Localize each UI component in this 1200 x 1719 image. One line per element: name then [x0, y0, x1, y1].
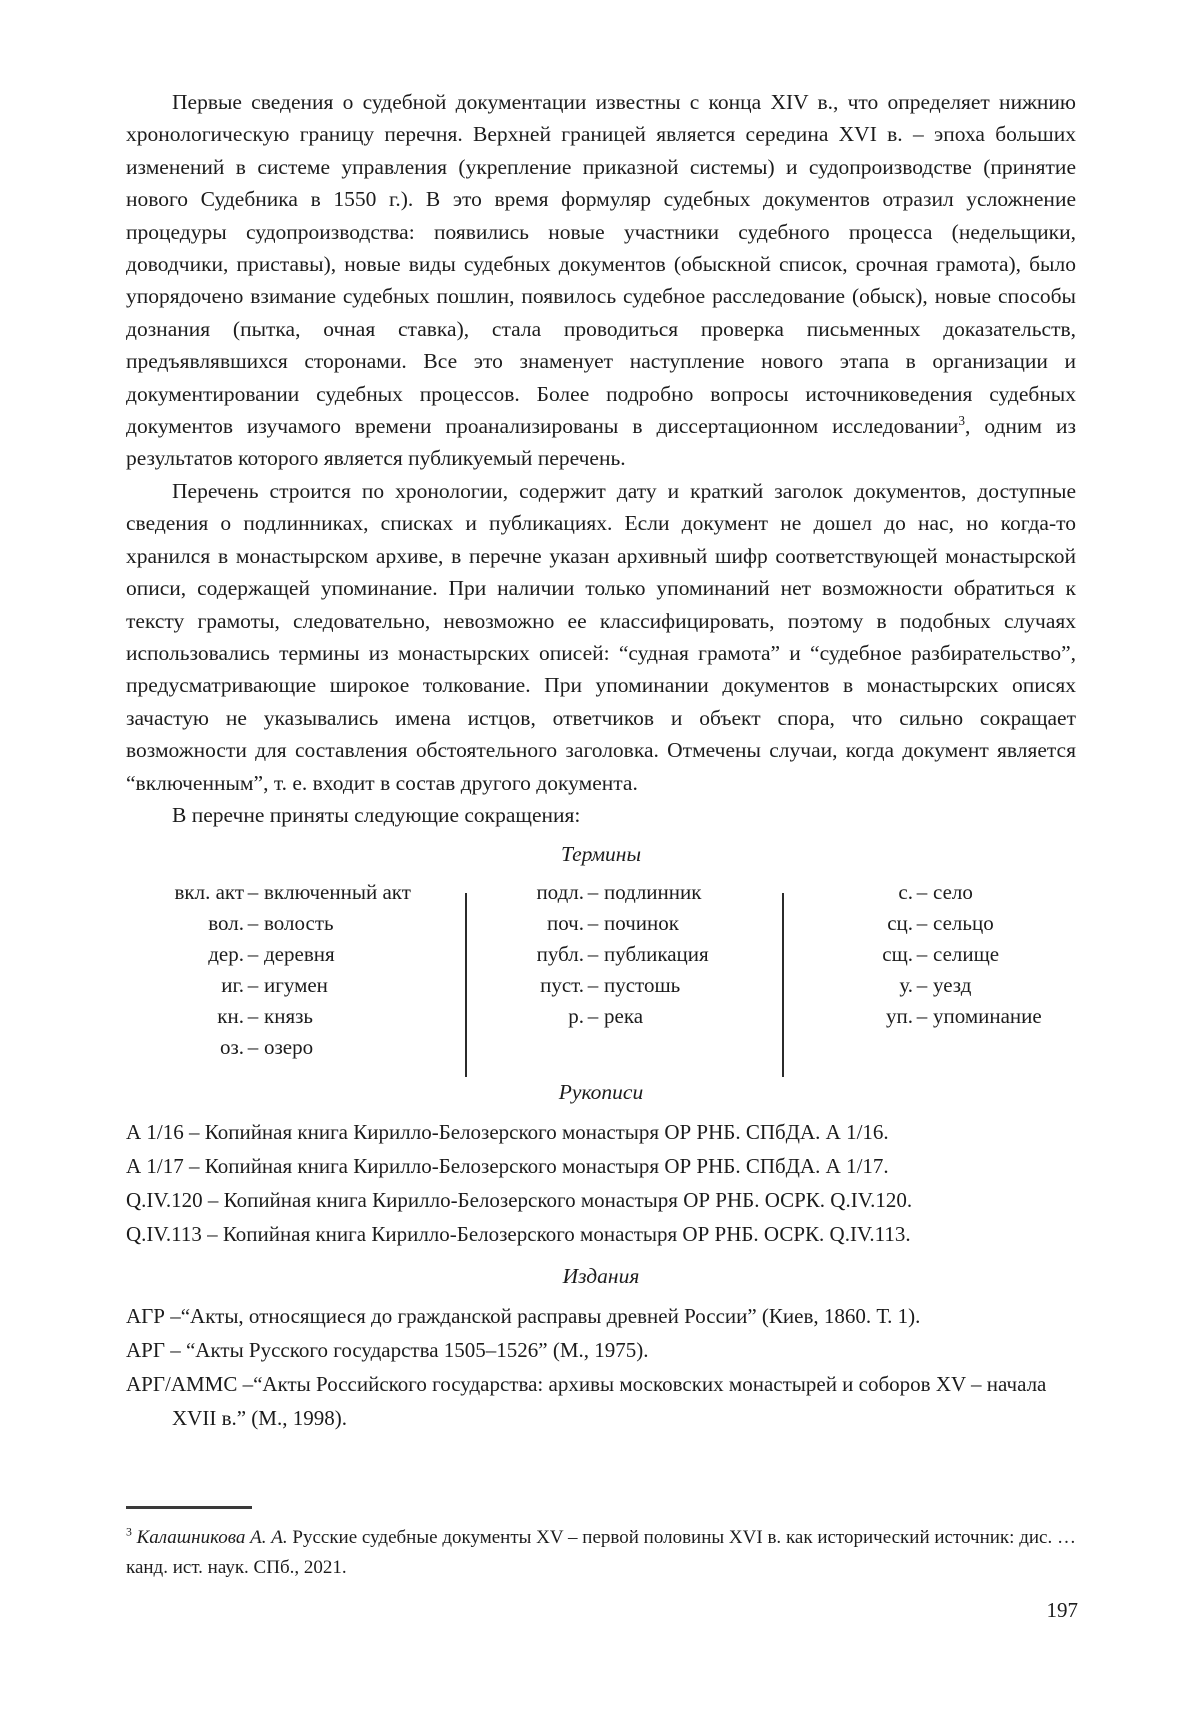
terms-column-3	[783, 877, 1076, 1063]
term-dash: –	[587, 1004, 599, 1029]
terms-column-1	[126, 877, 466, 1063]
paragraph-1-text-end: , одним из результатов которого является публикуемый перечень.	[126, 414, 1076, 471]
term-expansion: озеро	[264, 1035, 314, 1060]
term-row	[783, 1001, 1076, 1032]
term-row	[466, 908, 783, 939]
term-expansion: деревня	[264, 942, 335, 967]
term-expansion: публикация	[604, 942, 709, 967]
footnote	[126, 1523, 1076, 1583]
term-expansion: село	[933, 880, 973, 905]
term-dash: –	[247, 911, 259, 936]
term-row	[783, 877, 1076, 908]
term-expansion: подлинник	[604, 880, 702, 905]
editions-heading: Издания	[562, 1264, 640, 1289]
term-row	[126, 877, 466, 908]
term-abbr: иг.	[221, 973, 244, 998]
footnote-author: Калашникова А. А.	[136, 1527, 288, 1548]
term-row	[126, 1001, 466, 1032]
term-dash: –	[247, 880, 259, 905]
terms-heading: Термины	[560, 842, 642, 867]
terms-table	[126, 877, 1076, 1063]
editions-list	[126, 1299, 1076, 1435]
term-expansion: починок	[604, 911, 679, 936]
term-abbr: оз.	[219, 1035, 244, 1060]
term-abbr: сщ.	[882, 942, 913, 967]
manuscript-item: А 1/16 – Копийная книга Кирилло-Белозерского монастыря ОР РНБ. СПбДА. А 1/16.	[126, 1120, 889, 1145]
term-expansion: пустошь	[604, 973, 681, 998]
paragraph-3: В перечне приняты следующие сокращения:	[172, 802, 581, 827]
term-abbr: подл.	[536, 880, 584, 905]
term-row	[466, 939, 783, 970]
term-expansion: селище	[933, 942, 1000, 967]
term-dash: –	[247, 1004, 259, 1029]
paragraph-1	[126, 86, 1076, 475]
edition-item: АРГ/АММС –“Акты Российского государства: архивы московских монастырей и соборов XV – начала XVII в.” (М., 1998).	[126, 1372, 1047, 1431]
term-dash: –	[587, 973, 599, 998]
term-expansion: река	[604, 1004, 644, 1029]
term-dash: –	[587, 942, 599, 967]
term-row	[466, 970, 783, 1001]
term-expansion: упоминание	[933, 1004, 1042, 1029]
term-expansion: включенный акт	[264, 880, 411, 905]
edition-item: АРГ – “Акты Русского государства 1505–1526” (М., 1975).	[126, 1338, 649, 1363]
term-abbr: р.	[568, 1004, 584, 1029]
paragraph-1-text: Первые сведения о судебной документации известны с конца XIV в., что определяет нижнию хронологическую границу перечня. Верхней границей является середина XVI в. – эпоха больших изменений в системе управления (укрепление приказной системы) и судопроизводстве (принятие нового Судебника в 1550 г.). В это время формуляр судебных документов отразил усложнение процедуры судопроизводства: появились новые участники судебного процесса (недельщики, доводчики, приставы), новые виды судебных документов (обыскной список, срочная грамота), было упорядочено взимание судебных пошлин, появилось судебное расследование (обыск), новые способы дознания (пытка, очная ставка), стала проводиться проверка письменных доказательств, предъявлявшихся сторонами. Все это знаменует наступление нового этапа в организации и документировании судебных процессов. Более подробно вопросы источниковедения судебных документов изучамого времени проанализированы в диссертационном исследовании	[126, 90, 1076, 439]
footnote-divider	[126, 1506, 252, 1509]
term-row	[126, 970, 466, 1001]
term-dash: –	[247, 1035, 259, 1060]
footnote-area	[126, 1506, 1076, 1583]
footnote-marker: 3	[126, 1525, 132, 1539]
term-row	[783, 939, 1076, 970]
term-expansion: уезд	[933, 973, 972, 998]
term-expansion: князь	[264, 1004, 313, 1029]
term-row	[783, 908, 1076, 939]
term-dash: –	[247, 973, 259, 998]
term-expansion: волость	[264, 911, 334, 936]
term-row	[783, 970, 1076, 1001]
term-expansion: сельцо	[933, 911, 994, 936]
term-row	[126, 908, 466, 939]
column-divider-2	[782, 893, 784, 1077]
term-dash: –	[916, 911, 928, 936]
footnote-body: Русские судебные документы XV – первой половины XVI в. как исторический источник: дис. … канд. ист. наук. СПб., 2021.	[126, 1527, 1077, 1578]
manuscript-item: А 1/17 – Копийная книга Кирилло-Белозерского монастыря ОР РНБ. СПбДА. А 1/17.	[126, 1154, 889, 1179]
manuscript-item: Q.IV.113 – Копийная книга Кирилло-Белозерского монастыря ОР РНБ. ОСРК. Q.IV.113.	[126, 1222, 911, 1247]
term-row	[466, 877, 783, 908]
footnote-reference: 3	[958, 412, 966, 428]
term-dash: –	[916, 1004, 928, 1029]
term-abbr: у.	[899, 973, 913, 998]
term-abbr: сц.	[887, 911, 913, 936]
term-abbr: кн.	[217, 1004, 244, 1029]
term-abbr: вол.	[208, 911, 244, 936]
page-content	[126, 86, 1076, 1435]
manuscript-item: Q.IV.120 – Копийная книга Кирилло-Белозерского монастыря ОР РНБ. ОСРК. Q.IV.120.	[126, 1188, 913, 1213]
manuscripts-list	[126, 1115, 1076, 1251]
term-dash: –	[916, 942, 928, 967]
term-row	[126, 1032, 466, 1063]
term-abbr: уп.	[886, 1004, 913, 1029]
edition-item: АГР –“Акты, относящиеся до гражданской расправы древней России” (Киев, 1860. Т. 1).	[126, 1304, 921, 1329]
term-abbr: с.	[898, 880, 913, 905]
terms-column-2	[466, 877, 783, 1063]
term-dash: –	[587, 911, 599, 936]
term-expansion: игумен	[264, 973, 328, 998]
term-row	[466, 1001, 783, 1032]
term-dash: –	[916, 973, 928, 998]
paragraph-2: Перечень строится по хронологии, содержит дату и краткий заголок документов, доступные сведения о подлинниках, списках и публикациях. Если документ не дошел до нас, но когда-то хранился в монастырском архиве, в перечне указан архивный шифр соответствующей монастырской описи, содержащей упоминание. При наличии только упоминаний нет возможности обратиться к тексту грамоты, следовательно, невозможно ее классифицировать, поэтому в подобных случаях использовались термины из монастырских описей: “судная грамота” и “судебное разбирательство”, предусматривающие широкое толкование. При упоминании документов в монастырских описях зачастую не указывались имена истцов, ответчиков и объект спора, что сильно сокращает возможности для составления обстоятельного заголовка. Отмечены случаи, когда документ является “включенным”, т. е. входит в состав другого документа.	[126, 478, 1076, 795]
term-abbr: дер.	[208, 942, 244, 967]
term-dash: –	[587, 880, 599, 905]
term-abbr: вкл. акт	[174, 880, 244, 905]
column-divider-1	[465, 893, 467, 1077]
manuscripts-heading: Рукописи	[558, 1080, 644, 1105]
term-abbr: пуст.	[540, 973, 584, 998]
term-dash: –	[916, 880, 928, 905]
term-row	[126, 939, 466, 970]
term-dash: –	[247, 942, 259, 967]
term-abbr: поч.	[546, 911, 584, 936]
page-number: 197	[1046, 1598, 1078, 1622]
term-abbr: публ.	[536, 942, 584, 967]
